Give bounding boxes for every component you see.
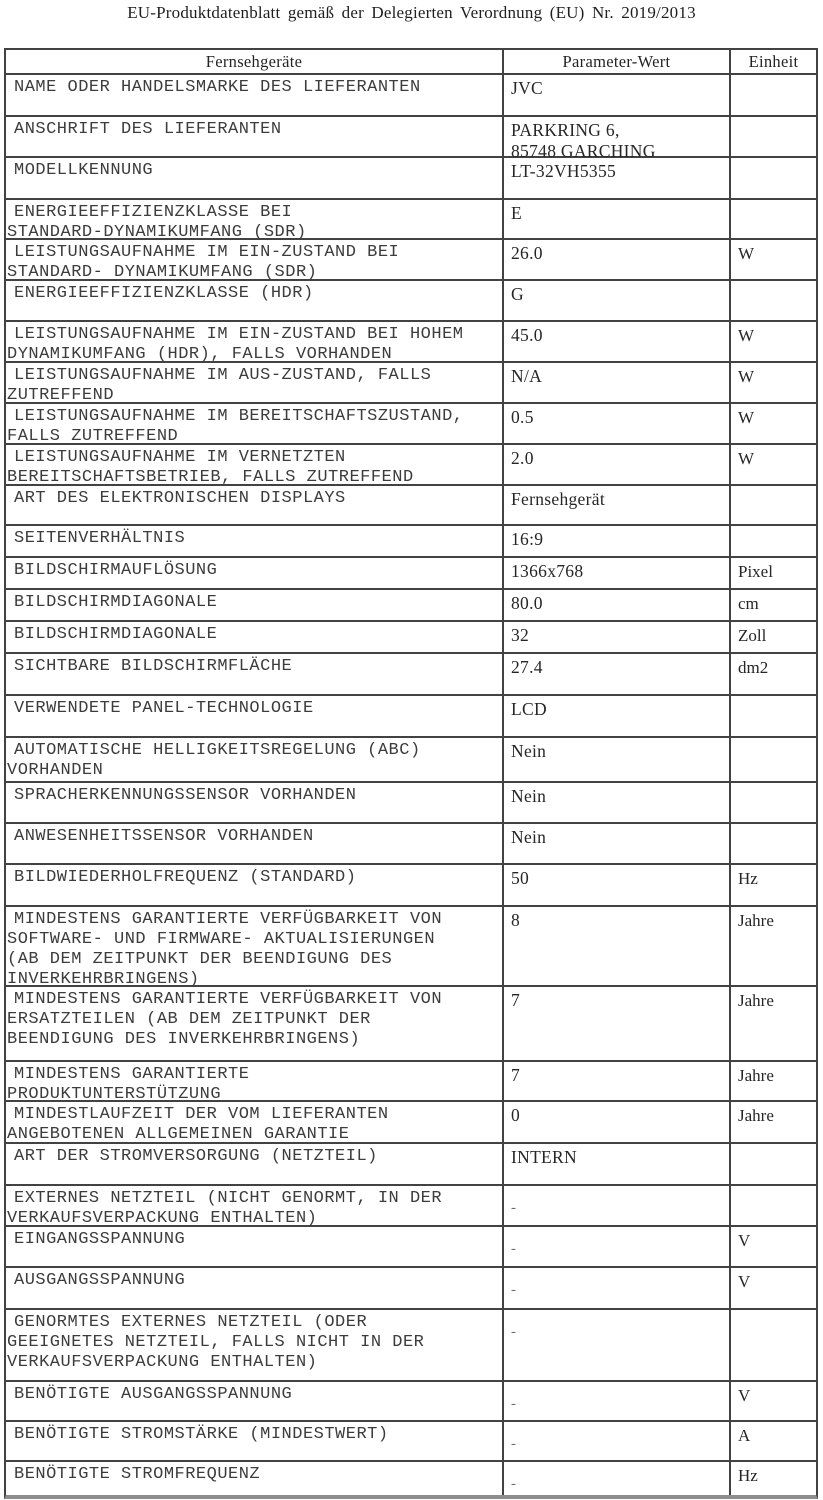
table-row — [6, 824, 816, 865]
parameter-name: MODELLKENNUNG — [14, 161, 154, 180]
parameter-unit — [729, 738, 816, 781]
parameter-name: LEISTUNGSAUFNAHME IM VERNETZTEN BEREITSCHAFTSBETRIEB, FALLS ZUTREFFEND — [7, 448, 414, 487]
parameter-name: ANSCHRIFT DES LIEFERANTEN — [14, 120, 282, 139]
parameter-value: N/A — [502, 363, 729, 402]
table-row — [6, 622, 816, 654]
parameter-unit: Pixel — [729, 558, 816, 588]
parameter-unit: Jahre — [729, 907, 816, 985]
parameter-value: 45.0 — [502, 322, 729, 361]
product-data-table — [4, 48, 818, 1499]
parameter-name: EINGANGSSPANNUNG — [14, 1230, 186, 1249]
parameter-value: 1366x768 — [502, 558, 729, 588]
parameter-name: ENERGIEEFFIZIENZKLASSE (HDR) — [14, 284, 314, 303]
parameter-name: ART DER STROMVERSORGUNG (NETZTEIL) — [14, 1147, 378, 1166]
parameter-name: SPRACHERKENNUNGSSENSOR VORHANDEN — [14, 786, 357, 805]
parameter-value: Nein — [502, 783, 729, 822]
table-row — [6, 200, 816, 240]
parameter-value: 50 — [502, 865, 729, 905]
parameter-unit: dm2 — [729, 654, 816, 694]
parameter-name: VERWENDETE PANEL-TECHNOLOGIE — [14, 699, 314, 718]
parameter-unit: W — [729, 322, 816, 361]
parameter-value: - — [502, 1227, 729, 1266]
parameter-unit: Zoll — [729, 622, 816, 652]
parameter-value: G — [502, 281, 729, 320]
table-row — [6, 158, 816, 200]
table-row — [6, 75, 816, 117]
parameter-value: LCD — [502, 696, 729, 736]
parameter-value: PARKRING 6, 85748 GARCHING — [502, 117, 729, 156]
parameter-unit — [729, 783, 816, 822]
parameter-unit: Jahre — [729, 1062, 816, 1100]
header-product-type: Fernsehgeräte — [205, 51, 303, 71]
parameter-unit — [729, 696, 816, 736]
parameter-name: LEISTUNGSAUFNAHME IM BEREITSCHAFTSZUSTAND, FALLS ZUTREFFEND — [7, 407, 464, 446]
parameter-unit: V — [729, 1227, 816, 1266]
parameter-name: NAME ODER HANDELSMARKE DES LIEFERANTEN — [14, 78, 421, 97]
table-row — [6, 404, 816, 445]
parameter-unit — [729, 824, 816, 863]
parameter-unit: W — [729, 240, 816, 279]
parameter-name: BILDSCHIRMDIAGONALE — [14, 593, 218, 612]
parameter-value: 26.0 — [502, 240, 729, 279]
parameter-name: BILDSCHIRMDIAGONALE — [14, 625, 218, 644]
header-parameter-value: Parameter-Wert — [502, 50, 729, 73]
parameter-name: BILDWIEDERHOLFREQUENZ (STANDARD) — [14, 868, 357, 887]
table-row — [6, 865, 816, 907]
parameter-name: BENÖTIGTE AUSGANGSSPANNUNG — [14, 1385, 293, 1404]
parameter-name: LEISTUNGSAUFNAHME IM AUS-ZUSTAND, FALLS ZUTREFFEND — [7, 366, 432, 405]
parameter-unit — [729, 526, 816, 556]
parameter-name: SICHTBARE BILDSCHIRMFLÄCHE — [14, 657, 293, 676]
parameter-unit: W — [729, 363, 816, 402]
table-row — [6, 1144, 816, 1186]
table-row — [6, 654, 816, 696]
table-header-row — [6, 50, 816, 75]
table-row — [6, 1422, 816, 1462]
table-row — [6, 1310, 816, 1382]
parameter-name: ENERGIEEFFIZIENZKLASSE BEI STANDARD-DYNAMIKUMFANG (SDR) — [7, 203, 307, 242]
parameter-value: - — [502, 1422, 729, 1460]
table-row — [6, 526, 816, 558]
table-row — [6, 322, 816, 363]
parameter-name: MINDESTENS GARANTIERTE PRODUKTUNTERSTÜTZUNG — [7, 1065, 250, 1104]
table-row — [6, 558, 816, 590]
table-row — [6, 117, 816, 161]
parameter-value: Nein — [502, 824, 729, 863]
table-row — [6, 240, 816, 281]
parameter-value: - — [502, 1382, 729, 1420]
parameter-name: MINDESTENS GARANTIERTE VERFÜGBARKEIT VON SOFTWARE- UND FIRMWARE- AKTUALISIERUNGEN (AB DEM ZEITPUNKT DER BEENDIGUNG DES INVERKEHRBRINGENS) — [7, 910, 443, 989]
parameter-name: BENÖTIGTE STROMFREQUENZ — [14, 1465, 261, 1484]
table-row — [6, 783, 816, 824]
parameter-value: E — [502, 200, 729, 238]
parameter-name: LEISTUNGSAUFNAHME IM EIN-ZUSTAND BEI STANDARD- DYNAMIKUMFANG (SDR) — [7, 243, 400, 282]
parameter-value: 8 — [502, 907, 729, 985]
parameter-unit — [729, 200, 816, 238]
parameter-value: 27.4 — [502, 654, 729, 694]
parameter-unit: W — [729, 404, 816, 443]
parameter-unit — [729, 281, 816, 320]
parameter-value: 7 — [502, 1062, 729, 1100]
parameter-unit — [729, 1144, 816, 1184]
parameter-value: 16:9 — [502, 526, 729, 556]
parameter-name: BENÖTIGTE STROMSTÄRKE (MINDESTWERT) — [14, 1425, 389, 1444]
parameter-name: AUSGANGSSPANNUNG — [14, 1271, 186, 1290]
parameter-value: 0.5 — [502, 404, 729, 443]
table-row — [6, 1268, 816, 1310]
parameter-unit: Hz — [729, 1462, 816, 1495]
parameter-value: 2.0 — [502, 445, 729, 484]
parameter-unit: V — [729, 1382, 816, 1420]
parameter-name: MINDESTENS GARANTIERTE VERFÜGBARKEIT VON ERSATZTEILEN (AB DEM ZEITPUNKT DER BEENDIGUNG DES INVERKEHRBRINGENS) — [7, 990, 443, 1049]
parameter-value: LT-32VH5355 — [502, 158, 729, 198]
parameter-name: ANWESENHEITSSENSOR VORHANDEN — [14, 827, 314, 846]
parameter-value: - — [502, 1462, 729, 1495]
parameter-name: MINDESTLAUFZEIT DER VOM LIEFERANTEN ANGEBOTENEN ALLGEMEINEN GARANTIE — [7, 1105, 389, 1144]
parameter-value: - — [502, 1310, 729, 1380]
parameter-unit: W — [729, 445, 816, 484]
parameter-unit — [729, 75, 816, 115]
table-body — [6, 75, 816, 1495]
header-unit: Einheit — [729, 50, 816, 73]
parameter-unit: Jahre — [729, 987, 816, 1060]
parameter-name: EXTERNES NETZTEIL (NICHT GENORMT, IN DER VERKAUFSVERPACKUNG ENTHALTEN) — [7, 1189, 443, 1228]
table-row — [6, 1186, 816, 1227]
table-row — [6, 1227, 816, 1268]
table-row — [6, 1462, 816, 1495]
parameter-value: - — [502, 1186, 729, 1225]
parameter-unit — [729, 117, 816, 156]
parameter-value: 7 — [502, 987, 729, 1060]
parameter-unit — [729, 486, 816, 524]
table-row — [6, 363, 816, 404]
parameter-value: JVC — [502, 75, 729, 115]
parameter-unit: Jahre — [729, 1102, 816, 1142]
parameter-name: SEITENVERHÄLTNIS — [14, 529, 186, 548]
parameter-name: BILDSCHIRMAUFLÖSUNG — [14, 561, 218, 580]
page-title: EU-Produktdatenblatt gemäß der Delegierten Verordnung (EU) Nr. 2019/2013 — [127, 3, 696, 22]
table-row — [6, 486, 816, 526]
table-row — [6, 1062, 816, 1102]
parameter-unit: A — [729, 1422, 816, 1460]
table-row — [6, 1102, 816, 1144]
parameter-value: 0 — [502, 1102, 729, 1142]
parameter-unit — [729, 158, 816, 198]
parameter-name: ART DES ELEKTRONISCHEN DISPLAYS — [14, 489, 346, 508]
parameter-unit: V — [729, 1268, 816, 1308]
parameter-value: 80.0 — [502, 590, 729, 620]
parameter-unit — [729, 1186, 816, 1225]
table-row — [6, 445, 816, 486]
table-row — [6, 987, 816, 1062]
table-row — [6, 696, 816, 738]
parameter-name: AUTOMATISCHE HELLIGKEITSREGELUNG (ABC) VORHANDEN — [7, 741, 421, 780]
parameter-value: - — [502, 1268, 729, 1308]
parameter-value: INTERN — [502, 1144, 729, 1184]
parameter-unit — [729, 1310, 816, 1380]
table-row — [6, 907, 816, 987]
parameter-value: Nein — [502, 738, 729, 781]
table-row — [6, 590, 816, 622]
table-row — [6, 738, 816, 783]
table-row — [6, 1382, 816, 1422]
parameter-unit: Hz — [729, 865, 816, 905]
parameter-name: LEISTUNGSAUFNAHME IM EIN-ZUSTAND BEI HOHEM DYNAMIKUMFANG (HDR), FALLS VORHANDEN — [7, 325, 464, 364]
parameter-unit: cm — [729, 590, 816, 620]
table-row — [6, 281, 816, 322]
parameter-value: Fernsehgerät — [502, 486, 729, 524]
parameter-name: GENORMTES EXTERNES NETZTEIL (ODER GEEIGNETES NETZTEIL, FALLS NICHT IN DER VERKAUFSVERPACKUNG ENTHALTEN) — [7, 1313, 425, 1372]
parameter-value: 32 — [502, 622, 729, 652]
